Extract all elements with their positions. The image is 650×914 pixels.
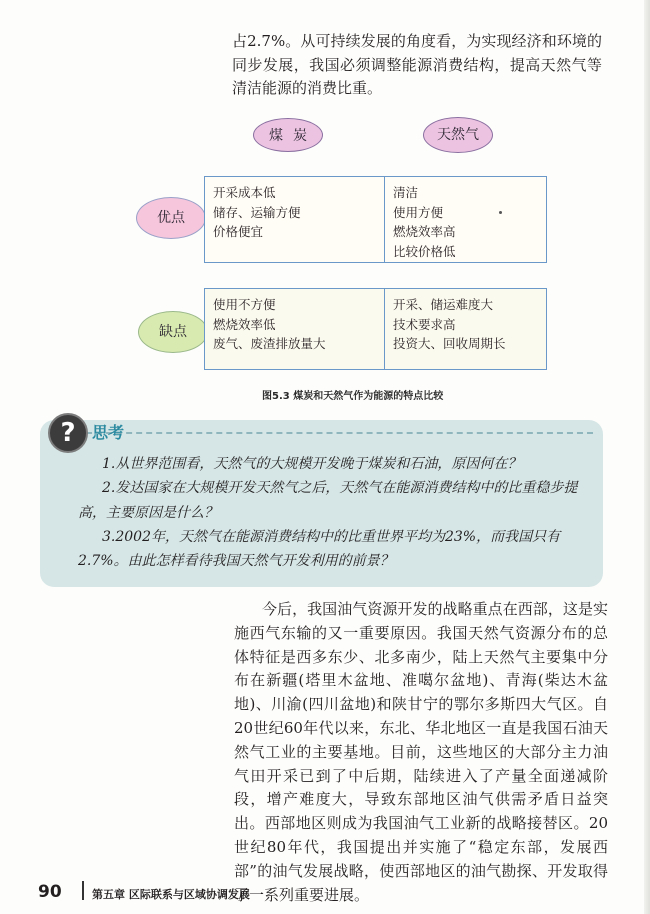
gas-disadvantages-cell	[385, 289, 514, 369]
cell-line: 废气、废渣排放量大	[213, 336, 326, 351]
chapter-title: 第五章 区际联系与区域协调发展	[92, 888, 250, 901]
stray-dot	[499, 211, 502, 214]
think-question-1: 1.从世界范围看，天然气的大规模开发晚于煤炭和石油，原因何在？	[102, 456, 522, 472]
think-question-2: 2.发达国家在大规模开发天然气之后，天然气在能源消费结构中的比重稳步提高，主要原因是什么？	[78, 480, 578, 521]
cell-line: 燃烧效率高	[393, 224, 456, 239]
cell-line: 价格便宜	[213, 224, 264, 239]
cell-line: 使用方便	[393, 204, 444, 220]
cell-line: 储存、运输方便	[213, 204, 301, 220]
disadvantages-label-oval: 缺点	[138, 311, 208, 353]
cell-line: 开采、储运难度大	[393, 297, 494, 312]
think-divider	[66, 432, 593, 434]
question-mark-icon: ?	[48, 413, 88, 453]
figure-caption: 图5.3 煤炭和天然气作为能源的特点比较	[262, 391, 444, 402]
disadvantages-table	[204, 288, 547, 370]
cell-line: 清洁	[393, 185, 419, 200]
think-question-3: 3.2002年，天然气在能源消费结构中的比重世界平均为23%，而我国只有2.7%。由此怎样看待我国天然气开发利用的前景？	[78, 528, 561, 570]
body-paragraph: 今后，我国油气资源开发的战略重点在西部，这是实施西气东输的又一重要原因。我国天然气资源分布的总体特征是西多东少、北多南少，陆上天然气主要集中分布在新疆(塔里木盆地、准噶尔盆地)、青海(柴达木盆地)、川渝(四川盆地)和陕甘宁的鄂尔多斯四大气区。自20世纪60年代以来，东北、华北地区一直是我国石油天然气工业的主要基地。目前，这些地区的大部分主力油气田开采已到了中后期，陆续进入了产量全面递减阶段，增产难度大，导致东部地区油气供需矛盾日益突出。西部地区则成为我国油气工业新的战略接替区。20世纪80年代，我国提出并实施了“稳定东部，发展西部”的油气发展战略，使西部地区的油气勘探、开发取得了一系列重要进展。	[234, 600, 608, 904]
coal-disadvantages-cell	[205, 289, 385, 369]
cell-line: 技术要求高	[393, 316, 456, 332]
cell-line: 比较价格低	[393, 243, 456, 259]
coal-header-oval: 煤炭	[253, 118, 323, 152]
think-questions	[78, 452, 590, 573]
gas-header-oval: 天然气	[423, 117, 493, 153]
cell-line: 使用不方便	[213, 297, 276, 312]
cell-line: 投资大、回收周期长	[393, 336, 506, 351]
cell-line: 燃烧效率低	[213, 316, 276, 332]
page-spine-shadow	[644, 0, 650, 914]
coal-advantages-cell	[205, 177, 385, 262]
page-number: 90	[38, 882, 62, 902]
advantages-table	[204, 176, 547, 263]
body-paragraph-container	[234, 598, 608, 907]
advantages-label-oval: 优点	[136, 197, 206, 239]
cell-line: 开采成本低	[213, 185, 276, 200]
think-title: 思考	[92, 423, 125, 442]
gas-advantages-cell	[385, 177, 464, 262]
footer-separator	[82, 881, 84, 900]
intro-paragraph: 占2.7%。从可持续发展的角度看，为实现经济和环境的同步发展，我国必须调整能源消费结构，提高天然气等清洁能源的消费比重。	[232, 32, 602, 98]
